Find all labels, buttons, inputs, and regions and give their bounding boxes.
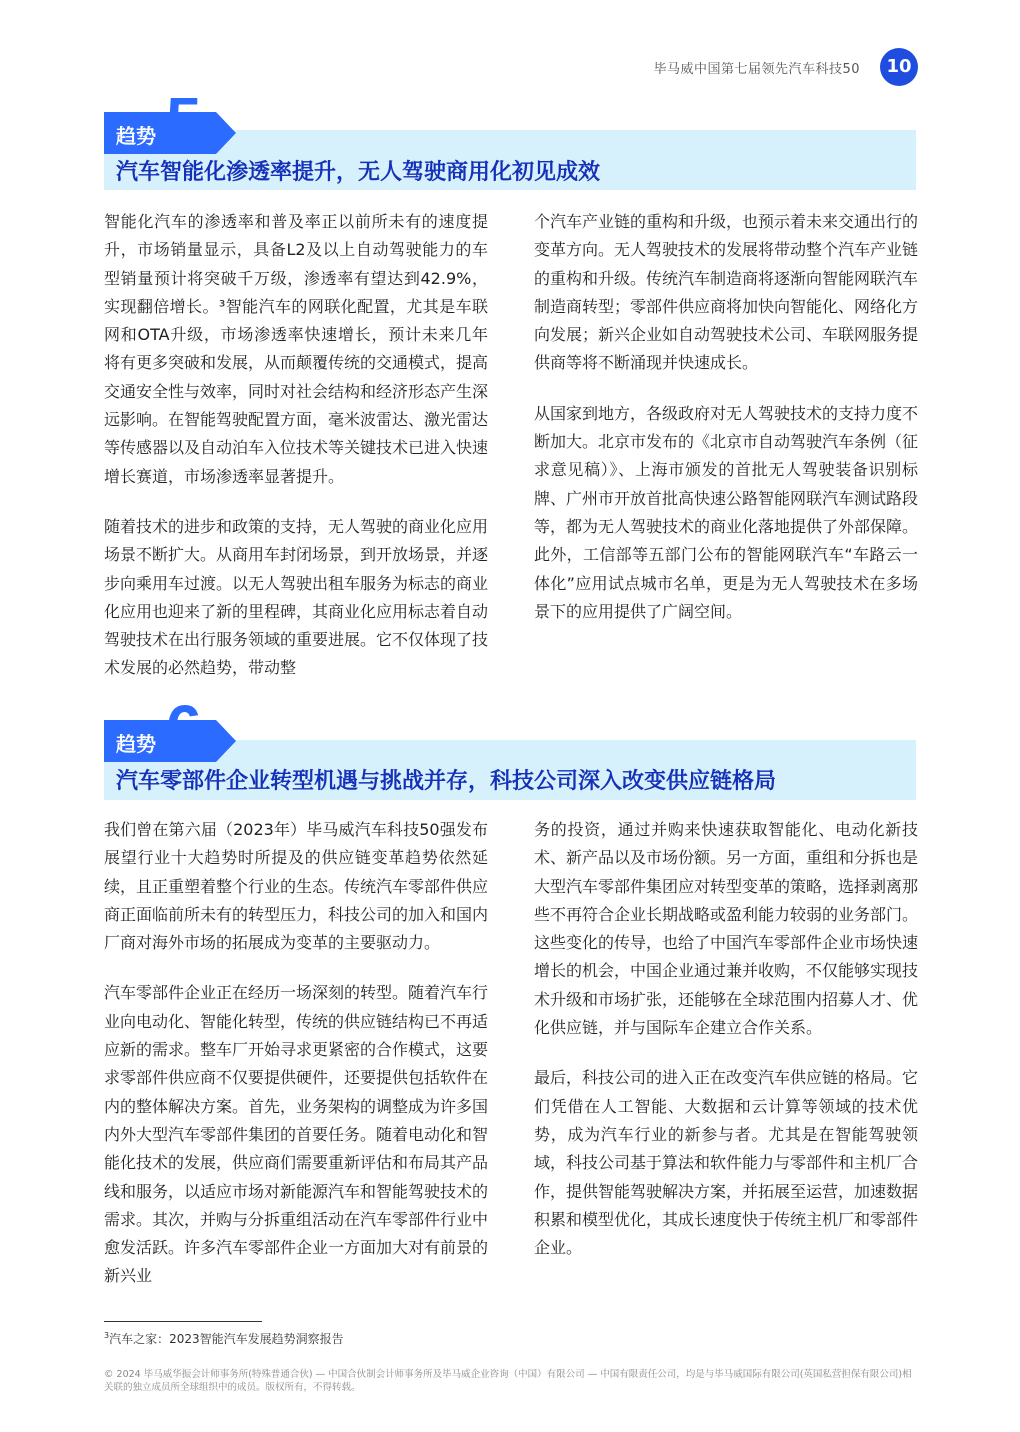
paragraph: 个汽车产业链的重构和升级，也预示着未来交通出行的变革方向。无人驾驶技术的发展将带动整个汽车产业链的重构和升级。传统汽车制造商将逐渐向智能网联汽车制造商转型；零部件供应商将加快向智能化、网络化方向发展；新兴企业如自动驾驶技术公司、车联网服务提供商等将不断涌现并快速成长。 — [534, 212, 919, 373]
trend5-tag — [104, 84, 236, 156]
footnote — [104, 1330, 344, 1347]
copyright-notice: © 2024 毕马威华振会计师事务所(特殊普通合伙) — 中国合伙制会计师事务所及毕马威企业咨询（中国）有限公司 — 中国有限责任公司，均是与毕马威国际有限公司(英国私营担保有限公司)相关联的独立成员所全球组织中的成员。版权所有，不得转载。 — [104, 1369, 912, 1393]
trend5-heading: 汽车智能化渗透率提升，无人驾驶商用化初见成效 — [116, 160, 601, 185]
paragraph: 最后，科技公司的进入正在改变汽车供应链的格局。它们凭借在人工智能、大数据和云计算等领域的技术优势，成为汽车行业的新参与者。尤其是在智能驾驶领域，科技公司基于算法和软件能力与零部件和主机厂合作，提供智能驾驶解决方案，并拓展至运营，加速数据积累和模型优化，其成长速度快于传统主机厂和零部件企业。 — [534, 1068, 919, 1258]
paragraph: 务的投资，通过并购来快速获取智能化、电动化新技术、新产品以及市场份额。另一方面，重组和分拆也是大型汽车零部件集团应对转型变革的策略，选择剥离那些不再符合企业长期战略或盈利能力较弱的业务部门。这些变化的传导，也给了中国汽车零部件企业市场快速增长的机会，中国企业通过兼并收购，不仅能够实现技术升级和市场扩张，还能够在全球范围内招募人才、优化供应链，并与国际车企建立合作关系。 — [534, 820, 919, 1038]
paragraph: 随着技术的进步和政策的支持，无人驾驶的商业化应用场景不断扩大。从商用车封闭场景，到开放场景，并逐步向乘用车过渡。以无人驾驶出租车服务为标志的商业化应用也迎来了新的里程碑，其商业化应用标志着自动驾驶技术在出行服务领域的重要进展。它不仅体现了技术发展的必然趋势，带动整 — [104, 516, 489, 678]
trend6-right-column — [534, 816, 918, 1284]
trend6-heading: 汽车零部件企业转型机遇与挑战并存，科技公司深入改变供应链格局 — [116, 769, 777, 794]
trend6-tag — [104, 692, 236, 764]
footnote-marker: 3 — [104, 1331, 110, 1340]
paragraph: 从国家到地方，各级政府对无人驾驶技术的支持力度不断加大。北京市发布的《北京市自动驾驶汽车条例（征求意见稿）》、上海市颁发的首批无人驾驶装备识别标牌、广州市开放首批高快速公路智能网联汽车测试路段等，都为无人驾驶技术的商业化落地提供了外部保障。此外，工信部等五部门公布的智能网联汽车“车路云一体化”应用试点城市名单，更是为无人驾驶技术在多场景下的应用提供了广阔空间。 — [534, 403, 919, 621]
trend5-number: 5 — [166, 84, 202, 156]
paragraph: 我们曾在第六届（2023年）毕马威汽车科技50强发布展望行业十大趋势时所提及的供应链变革趋势依然延续，且正重塑着整个行业的生态。传统汽车零部件供应商正面临前所未有的转型压力，科技公司的加入和国内厂商对海外市场的拓展成为变革的主要驱动力。 — [104, 820, 489, 953]
page-header-title: 毕马威中国第七届领先汽车科技50 — [653, 62, 860, 77]
footnote-rule — [104, 1321, 262, 1322]
trend6-number: 6 — [166, 692, 202, 764]
trend5-word: 趋势 — [116, 124, 156, 148]
paragraph: 汽车零部件企业正在经历一场深刻的转型。随着汽车行业向电动化、智能化转型，传统的供应链结构已不再适应新的需求。整车厂开始寻求更紧密的合作模式，这要求零部件供应商不仅要提供硬件，还要提供包括软件在内的整体解决方案。首先，业务架构的调整成为许多国内外大型汽车零部件集团的首要任务。随着电动化和智能化技术的发展，供应商们需要重新评估和布局其产品线和服务，以适应市场对新能源汽车和智能驾驶技术的需求。其次，并购与分拆重组活动在汽车零部件行业中愈发活跃。许多汽车零部件企业一方面加大对有前景的新兴业 — [104, 983, 489, 1286]
footnote-text: 汽车之家：2023智能汽车发展趋势洞察报告 — [109, 1332, 344, 1346]
trend6-word: 趋势 — [116, 732, 156, 756]
trend5-left-column — [104, 208, 488, 705]
trend5-right-column — [534, 208, 918, 648]
trend6-left-column — [104, 816, 488, 1313]
paragraph: 智能化汽车的渗透率和普及率正以前所未有的速度提升，市场销量显示，具备L2及以上自动驾驶能力的车型销量预计将突破千万级，渗透率有望达到42.9%，实现翻倍增长。³智能汽车的网联化配置，尤其是车联网和OTA升级，市场渗透率快速增长，预计未来几年将有更多突破和发展，从而颠覆传统的交通模式，提高交通安全性与效率，同时对社会结构和经济形态产生深远影响。在智能驾驶配置方面，毫米波雷达、激光雷达等传感器以及自动泊车入位技术等关键技术已进入快速增长赛道，市场渗透率显著提升。 — [104, 212, 489, 486]
page-number-badge: 10 — [880, 48, 918, 86]
